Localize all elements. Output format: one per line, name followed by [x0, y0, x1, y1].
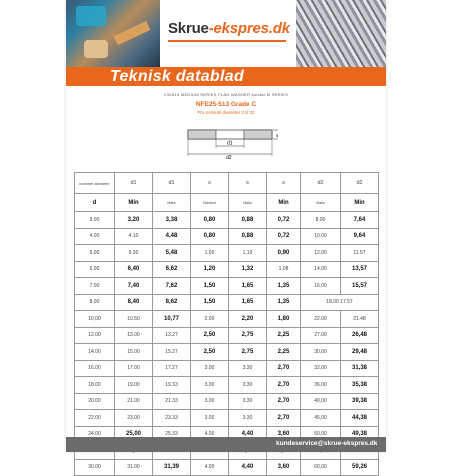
table-cell: 14.00 — [301, 261, 341, 278]
tools-photo — [66, 0, 160, 67]
table-cell: 26,48 — [341, 327, 379, 344]
table-cell: 1,35 — [267, 294, 301, 311]
table-cell: 45,00 — [301, 410, 341, 427]
table-cell: 0,88 — [229, 212, 267, 229]
table-cell: 3.30 — [229, 377, 267, 394]
table-cell: 8.00 — [301, 212, 341, 229]
table-cell: 2,70 — [267, 360, 301, 377]
table-row — [75, 311, 379, 328]
table-row — [75, 278, 379, 295]
table-cell: 1,50 — [191, 278, 229, 295]
table-subheader-cell: Maks — [229, 194, 267, 212]
table-cell: 2.00 — [191, 311, 229, 328]
s-label: s — [276, 133, 279, 138]
table-row — [75, 377, 379, 394]
table-cell: 15,57 — [341, 278, 379, 295]
table-cell: 20.00 — [75, 393, 115, 410]
table-cell: 3,60 — [267, 426, 301, 443]
table-cell: 25,00 — [115, 426, 153, 443]
table-cell: 3.00 — [191, 377, 229, 394]
table-header-cell: s — [267, 173, 301, 194]
table-cell: 2,50 — [191, 327, 229, 344]
table-cell: 31,38 — [341, 360, 379, 377]
datasheet-page — [66, 0, 386, 471]
table-cell: 59,26 — [341, 459, 379, 476]
product-description: V30515 MEDIUM SERIES FLAD WASHER kulstøl M SERIES — [163, 92, 289, 97]
diameter-note: Pro nominel diameter 3 til 32 — [197, 110, 255, 115]
logo-underline — [168, 40, 286, 42]
table-cell: 13.00 — [115, 327, 153, 344]
table-cell: 31.00 — [115, 459, 153, 476]
table-cell: 10,00 — [75, 311, 115, 328]
table-cell: 1,65 — [229, 294, 267, 311]
table-cell: 0,80 — [191, 212, 229, 229]
table-subheader-row — [75, 194, 379, 212]
table-subheader-cell: Maks — [153, 194, 191, 212]
table-cell: 8,40 — [115, 294, 153, 311]
table-header-cell: d1 — [153, 173, 191, 194]
table-cell: 3,60 — [267, 459, 301, 476]
table-cell: 2,75 — [229, 344, 267, 361]
table-row — [75, 393, 379, 410]
table-cell: 35,38 — [341, 377, 379, 394]
table-row — [75, 327, 379, 344]
table-cell: 5.00 — [75, 245, 115, 262]
standard-label: NFE25-513 Grade C — [195, 101, 257, 108]
table-cell: 2,25 — [267, 327, 301, 344]
table-cell: 23.00 — [115, 410, 153, 427]
logo-area — [160, 0, 296, 67]
logo[interactable]: Skrue-ekspres.dk — [168, 20, 290, 37]
table-cell: 9,64 — [341, 228, 379, 245]
table-cell: 6,40 — [115, 261, 153, 278]
table-row — [75, 294, 379, 311]
table-cell: 3.30 — [229, 393, 267, 410]
table-row — [75, 459, 379, 476]
table-header-cell: nominel diameter — [75, 173, 115, 194]
table-cell: 7,40 — [115, 278, 153, 295]
washer-diagram — [180, 128, 280, 160]
table-cell: 60,00 — [301, 459, 341, 476]
table-cell: 1.10 — [229, 245, 267, 262]
table-cell: 3.00 — [75, 212, 115, 229]
table-cell: 22.00 — [75, 410, 115, 427]
table-subheader-cell: d — [75, 194, 115, 212]
table-row — [75, 344, 379, 361]
table-cell: 4.00 — [191, 459, 229, 476]
table-cell: 13,57 — [341, 261, 379, 278]
table-cell: 1,20 — [191, 261, 229, 278]
table-cell: 2,70 — [267, 410, 301, 427]
table-cell: 44,38 — [341, 410, 379, 427]
table-subheader-cell: Min — [115, 194, 153, 212]
table-cell: 0,80 — [191, 228, 229, 245]
table-cell: 3.00 — [191, 360, 229, 377]
footer-bar — [66, 437, 386, 452]
table-cell: 21.48 — [341, 311, 379, 328]
table-header-cell: s — [191, 173, 229, 194]
table-cell: 2,70 — [267, 393, 301, 410]
table-header-cell: s — [229, 173, 267, 194]
table-cell: 14.00 — [75, 344, 115, 361]
table-row — [75, 261, 379, 278]
table-header-row — [75, 173, 379, 194]
table-cell: 16.00 — [75, 360, 115, 377]
table-cell: 4,48 — [153, 228, 191, 245]
table-cell: 12.00 — [75, 327, 115, 344]
table-cell: 3.00 — [191, 410, 229, 427]
table-cell: 10.50 — [115, 311, 153, 328]
d1-label: d1 — [227, 140, 233, 147]
table-cell: 6.00 — [75, 261, 115, 278]
specification-table — [74, 172, 379, 476]
table-cell: 40,00 — [301, 393, 341, 410]
table-cell: 7.00 — [75, 278, 115, 295]
table-cell: 24.00 — [75, 426, 115, 443]
table-cell: 7,64 — [341, 212, 379, 229]
table-cell: 6,62 — [153, 261, 191, 278]
table-subheader-cell: Min — [341, 194, 379, 212]
table-cell: 3.30 — [229, 360, 267, 377]
table-cell: 4.00 — [191, 426, 229, 443]
table-cell: 2,50 — [191, 344, 229, 361]
table-cell: 0,72 — [267, 212, 301, 229]
table-cell: 29,48 — [341, 344, 379, 361]
table-cell: 10,77 — [153, 311, 191, 328]
table-cell: 4,40 — [229, 426, 267, 443]
table-cell: 31,39 — [153, 459, 191, 476]
table-cell: 15.00 — [115, 344, 153, 361]
table-cell: 22.00 — [301, 311, 341, 328]
table-cell: 23.33 — [153, 410, 191, 427]
table-cell: 3.30 — [229, 410, 267, 427]
table-row — [75, 212, 379, 229]
table-subheader-cell: Maks — [301, 194, 341, 212]
table-cell: 4,40 — [229, 459, 267, 476]
table-cell: 8.00 — [75, 294, 115, 311]
table-cell: 13.27 — [153, 327, 191, 344]
table-cell: 2,25 — [267, 344, 301, 361]
table-row — [75, 245, 379, 262]
table-cell: 1,65 — [229, 278, 267, 295]
table-cell: 18.00 17.57 — [301, 294, 379, 311]
table-cell: 4.00 — [75, 228, 115, 245]
table-cell: 7,62 — [153, 278, 191, 295]
header-banner — [66, 0, 386, 67]
table-cell: 17.27 — [153, 360, 191, 377]
table-subheader-cell: Nominel — [191, 194, 229, 212]
table-cell: 2,20 — [229, 311, 267, 328]
table-cell: 5,48 — [153, 245, 191, 262]
table-cell: 19.00 — [115, 377, 153, 394]
table-header-cell: d1 — [115, 173, 153, 194]
d2-label: d2 — [226, 155, 232, 160]
table-cell: 25.33 — [153, 426, 191, 443]
table-cell: 5.30 — [115, 245, 153, 262]
table-cell: 11.57 — [341, 245, 379, 262]
table-cell: 32,00 — [301, 360, 341, 377]
table-cell: 39,38 — [341, 393, 379, 410]
table-cell: 19.33 — [153, 377, 191, 394]
table-subheader-cell: Min — [267, 194, 301, 212]
table-cell: 0,88 — [229, 228, 267, 245]
table-cell: 49,38 — [341, 426, 379, 443]
table-cell: 3,38 — [153, 212, 191, 229]
table-cell: 1.00 — [191, 245, 229, 262]
table-cell: 1,32 — [229, 261, 267, 278]
table-cell: 30,00 — [301, 344, 341, 361]
table-header-cell: d2 — [301, 173, 341, 194]
page-title: Teknisk datablad — [110, 68, 245, 85]
table-cell: 10.00 — [301, 228, 341, 245]
table-cell: 30.00 — [75, 459, 115, 476]
table-cell: 0,72 — [267, 228, 301, 245]
table-cell: 3.00 — [191, 393, 229, 410]
table-cell: 16.00 — [301, 278, 341, 295]
table-cell: 21.33 — [153, 393, 191, 410]
table-row — [75, 360, 379, 377]
table-cell: 0,90 — [267, 245, 301, 262]
table-cell: 4.10 — [115, 228, 153, 245]
table-cell: 50,00 — [301, 426, 341, 443]
table-cell: 1,80 — [267, 311, 301, 328]
table-row — [75, 410, 379, 427]
table-cell: 12.00 — [301, 245, 341, 262]
table-cell: 17.00 — [115, 360, 153, 377]
table-cell: 8,62 — [153, 294, 191, 311]
screws-photo — [296, 0, 386, 67]
table-cell: 1.08 — [267, 261, 301, 278]
table-cell: 36.00 — [301, 377, 341, 394]
table-cell: 18.00 — [75, 377, 115, 394]
table-cell: 15.27 — [153, 344, 191, 361]
table-cell: 27.00 — [301, 327, 341, 344]
table-row — [75, 228, 379, 245]
table-cell: 3,20 — [115, 212, 153, 229]
table-cell: 1,50 — [191, 294, 229, 311]
footer-email[interactable]: kundeservice@skrue-ekspres.dk — [276, 440, 378, 447]
table-cell: 1,35 — [267, 278, 301, 295]
table-cell: 21.00 — [115, 393, 153, 410]
table-cell: 2,70 — [267, 377, 301, 394]
table-cell: 2,75 — [229, 327, 267, 344]
table-header-cell: d2 — [341, 173, 379, 194]
